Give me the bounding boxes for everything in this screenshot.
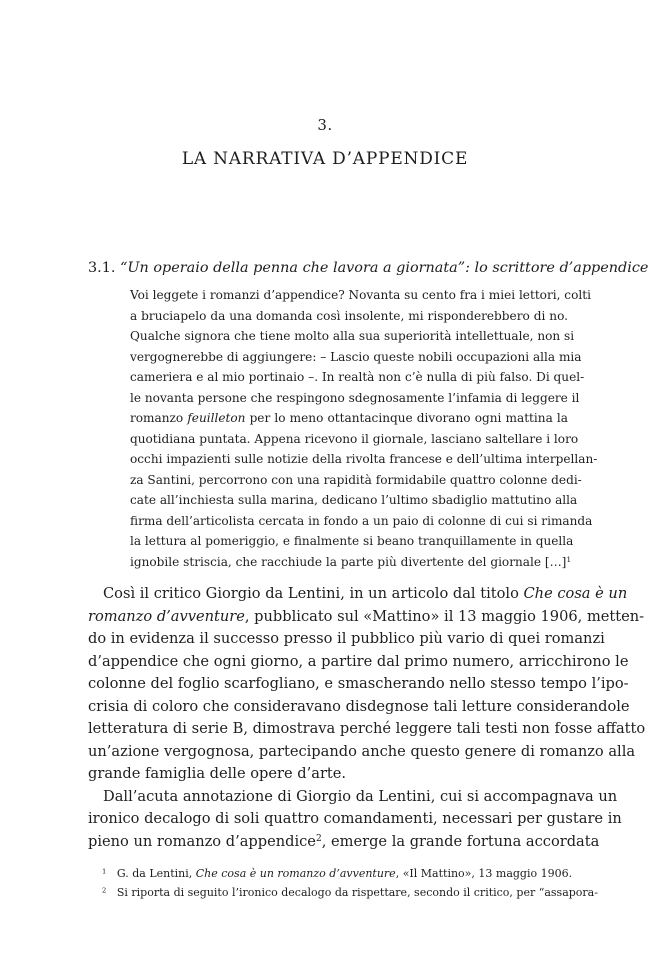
body-line: letteratura di serie B, dimostrava perché leggere tali testi non fosse affatto <box>88 720 646 737</box>
footnote: $^2$ Si riporta di seguito l’ironico decalogo da rispettare, secondo il critico, per “assapora- <box>102 885 598 899</box>
body-line: Così il critico Giorgio da Lentini, in un articolo dal titolo Che cosa è un <box>103 585 628 602</box>
body-line: Dall’acuta annotazione di Giorgio da Lentini, cui si accompagnava un <box>103 787 618 805</box>
footnote-ref: 2 <box>315 833 322 844</box>
footnote: $^1$ G. da Lentini, Che cosa è un romanzo d’avventure, «Il Mattino», 13 maggio 1906. <box>102 867 573 880</box>
section-heading <box>88 258 649 278</box>
quote-line: cameriera e al mio portinaio –. In realtà non c’è nulla di più falso. Di quel- <box>130 370 585 384</box>
body-line: do in evidenza il successo presso il pubblico più vario di quei romanzi <box>88 630 605 647</box>
body-line: un’azione vergognosa, partecipando anche questo genere di romanzo alla <box>88 742 636 760</box>
footnote-number: 1 <box>102 867 107 876</box>
body-line: romanzo d’avventure, pubblicato sul «Mattino» il 13 maggio 1906, metten- <box>88 607 645 625</box>
quote-line: firma dell’articolista cercata in fondo a un paio di colonne di cui si rimanda <box>130 513 593 528</box>
quote-line: romanzo feuilleton per lo meno ottantacinque divorano ogni mattina la <box>130 411 568 425</box>
chapter-number: 3. <box>317 116 333 134</box>
quote-line: occhi impazienti sulle notizie della rivolta francese e dell’ultima interpellan- <box>130 452 598 466</box>
quote-line: la lettura al pomeriggio, e finalmente si beano tranquillamente in quella <box>130 534 574 548</box>
quote-line: za Santini, percorrono con una rapidità formidabile quattro colonne dedi- <box>130 472 582 487</box>
quote-line: vergognerebbe di aggiungere: – Lascio queste nobili occupazioni alla mia <box>130 349 582 364</box>
quote-line: Voi leggete i romanzi d’appendice? Novanta su cento fra i miei lettori, colti <box>130 288 591 302</box>
body-line: ironico decalogo di soli quattro comandamenti, necessari per gustare in <box>88 810 622 827</box>
body-line: crisia di coloro che consideravano disdegnose tali letture considerandole <box>88 697 630 715</box>
body-line: d’appendice che ogni giorno, a partire dal primo numero, arricchirono le <box>88 652 629 670</box>
body-line: grande famiglia delle opere d’arte. <box>88 765 347 782</box>
quote-line: quotidiana puntata. Appena ricevono il giornale, lasciano saltellare i loro <box>130 431 579 446</box>
quote-line: Qualche signora che tiene molto alla sua superiorità intellettuale, non si <box>130 329 575 343</box>
body-line: colonne del foglio scarfogliano, e smascherando nello stesso tempo l’ipo- <box>88 675 629 692</box>
quote-line: cate all’inchiesta sulla marina, dedicano l’ultimo sbadiglio mattutino alla <box>130 493 578 507</box>
chapter-title: LA NARRATIVA D’APPENDICE <box>181 149 469 169</box>
section-number: 3.1. <box>88 260 116 276</box>
quote-line: ignobile striscia, che racchiude la parte più divertente del giornale […]$^1$ <box>130 554 572 569</box>
quote-line: le novanta persone che respingono sdegnosamente l’infamia di leggere il <box>130 390 580 405</box>
section-title: “Un operaio della penna che lavora a giornata”: lo scrittore d’appendice <box>120 260 649 276</box>
quote-line: a bruciapelo da una domanda così insolente, mi risponderebbero di no. <box>130 308 568 323</box>
body-line: pieno un romanzo d’appendice$^2$, emerge la grande fortuna accordata <box>88 832 600 850</box>
footnote-ref: 1 <box>566 554 572 564</box>
footnote-number: 2 <box>102 885 107 894</box>
